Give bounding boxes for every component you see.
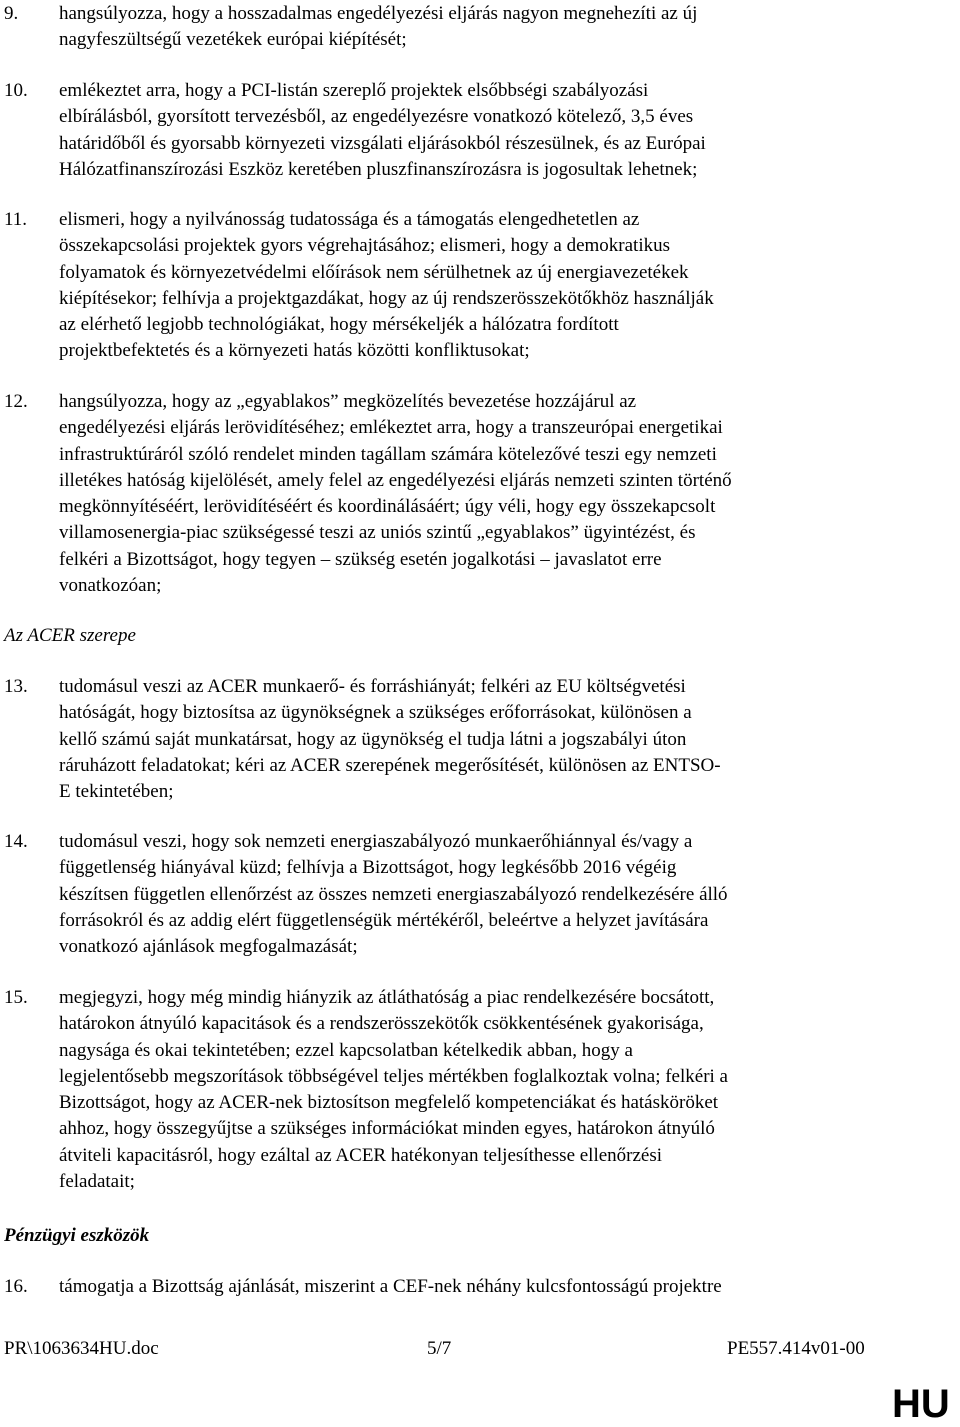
paragraph-number: 10. (4, 80, 28, 101)
text-line: vonatkozóan; (59, 575, 162, 597)
text-line: legjelentősebb megszorítások többségével teljes mértékben foglalkoztak volna; felkéri a (59, 1065, 728, 1087)
footer-pe-reference: PE557.414v01-00 (727, 1338, 865, 1359)
paragraph-text (59, 829, 899, 960)
text-line: feladatait; (59, 1171, 135, 1193)
paragraph-number: 14. (4, 831, 28, 852)
paragraph-text (59, 674, 899, 805)
text-line: tudomásul veszi az ACER munkaerő- és forráshiányát; felkéri az EU költségvetési (59, 676, 686, 697)
text-line: forrásokról és az addig elért függetlenségük mértékéről, beleértve a helyzet javítására (59, 909, 709, 931)
paragraph-number: 15. (4, 987, 28, 1008)
text-line: támogatja a Bizottság ajánlását, miszerint a CEF-nek néhány kulcsfontosságú projektre (59, 1276, 722, 1297)
paragraph-text (59, 985, 899, 1195)
paragraph-text (59, 1, 899, 54)
paragraph-text (59, 1274, 899, 1300)
text-line: villamosenergia-piac szükségessé teszi az uniós szintű „egyablakos” ügyintézést, és (59, 522, 696, 544)
text-line: nagysága és okai tekintetében; ezzel kapcsolatban kételkedik abban, hogy a (59, 1039, 633, 1061)
text-line: hatóságát, hogy biztosítsa az ügynökségnek a szükséges erőforrásokat, különösen a (59, 702, 692, 724)
paragraph-number: 16. (4, 1276, 28, 1297)
language-badge: HU (892, 1382, 950, 1426)
text-line: Hálózatfinanszírozási Eszköz keretében pluszfinanszírozásra is jogosultak lehetnek; (59, 158, 698, 180)
footer-page-number: 5/7 (427, 1338, 452, 1359)
text-line: felkéri a Bizottságot, hogy tegyen – szükség esetén jogalkotási – javaslatot erre (59, 548, 662, 570)
text-line: függetlenség hiányával küzd; felhívja a Bizottságot, hogy legkésőbb 2016 végéig (59, 857, 677, 879)
paragraph-number: 12. (4, 391, 28, 412)
text-line: határidőből és gyorsabb környezeti vizsgálati eljárásokból részesülnek, és az Európai (59, 132, 706, 154)
text-line: projektbefektetés és a környezeti hatás közötti konfliktusokat; (59, 340, 530, 362)
section-heading-financial: Pénzügyi eszközök (4, 1225, 150, 1246)
text-line: összekapcsolási projektek gyors végrehajtásához; elismeri, hogy a demokratikus (59, 235, 670, 257)
section-heading-acer: Az ACER szerepe (4, 625, 136, 646)
paragraph-number: 9. (4, 3, 19, 24)
text-line: vonatkozó ajánlások megfogalmazását; (59, 936, 358, 958)
text-line: folyamatok és környezetvédelmi előírások nem sérülhetnek az új energiavezetékek (59, 261, 689, 283)
text-line: nagyfeszültségű vezetékek európai kiépítését; (59, 29, 407, 51)
text-line: E tekintetében; (59, 781, 174, 803)
footer-doc-reference: PR\1063634HU.doc (4, 1338, 159, 1359)
text-line: Bizottságot, hogy az ACER-nek biztosítson megfelelő kompetenciákat és hatásköröket (59, 1092, 719, 1114)
paragraph-number: 13. (4, 676, 28, 697)
paragraph-text (59, 78, 899, 183)
text-line: kiépítésekor; felhívja a projektgazdákat, hogy az új rendszerösszekötőkhöz használják (59, 287, 714, 309)
text-line: hangsúlyozza, hogy a hosszadalmas engedélyezési eljárás nagyon megnehezíti az új (59, 3, 698, 24)
text-line: megjegyzi, hogy még mindig hiányzik az átláthatóság a piac rendelkezésére bocsátott, (59, 987, 715, 1008)
text-line: tudomásul veszi, hogy sok nemzeti energiaszabályozó munkaerőhiánnyal és/vagy a (59, 831, 693, 852)
text-line: emlékeztet arra, hogy a PCI-listán szereplő projektek elsőbbségi szabályozási (59, 80, 649, 101)
text-line: az elérhető legjobb technológiákat, hogy mérsékeljék a hálózatra fordított (59, 314, 619, 336)
text-line: elbírálásból, gyorsított tervezésből, az engedélyezésre vonatkozó kötelező, 3,5 éves (59, 106, 694, 128)
paragraph-number: 11. (4, 209, 28, 230)
text-line: átviteli kapacitásról, hogy ezáltal az ACER hatékonyan teljesíthesse ellenőrzési (59, 1144, 663, 1166)
text-line: ahhoz, hogy összegyűjtse a szükséges információkat minden egyes, határokon átnyúló (59, 1118, 715, 1140)
text-line: határokon átnyúló kapacitások és a rendszerösszekötők csökkentésének gyakorisága, (59, 1013, 704, 1035)
paragraph-text (59, 389, 899, 599)
text-line: hangsúlyozza, hogy az „egyablakos” megközelítés bevezetése hozzájárul az (59, 391, 637, 412)
text-line: infrastruktúráról szóló rendelet minden tagállam számára kötelezővé teszi egy nemzeti (59, 443, 717, 465)
text-line: illetékes hatóság kijelölését, amely felel az engedélyezési eljárás nemzeti szinten történő (59, 469, 732, 491)
text-line: elismeri, hogy a nyilvánosság tudatossága és a támogatás elengedhetetlen az (59, 209, 640, 230)
text-line: megkönnyítéséért, lerövidítéséért és koordinálásáért; úgy véli, hogy egy összekapcsolt (59, 496, 716, 518)
text-line: ráruházott feladatokat; kéri az ACER szerepének megerősítését, különösen az ENTSO- (59, 754, 721, 776)
text-line: készítsen független ellenőrzést az összes nemzeti energiaszabályozó rendelkezésére álló (59, 883, 728, 905)
paragraph-text (59, 207, 899, 365)
text-line: engedélyezési eljárás lerövidítéséhez; emlékeztet arra, hogy a transzeurópai energetikai (59, 417, 723, 439)
text-line: kellő számú saját munkatársat, hogy az ügynökség el tudja látni a jogszabályi úton (59, 728, 687, 750)
